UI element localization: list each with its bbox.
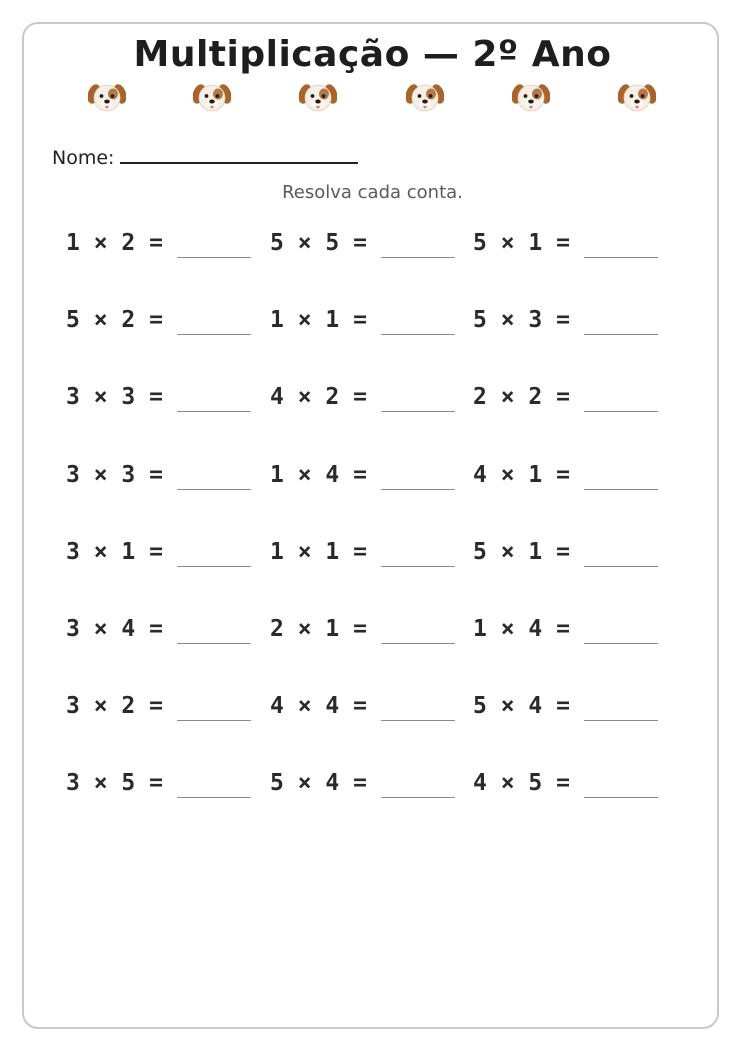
answer-blank[interactable] <box>177 334 251 335</box>
problem-expression: 3 × 3 = <box>66 384 163 410</box>
problem-expression: 4 × 4 = <box>270 693 367 719</box>
problem-item <box>473 614 673 654</box>
problem-expression: 5 × 4 = <box>270 770 367 796</box>
problem-expression: 3 × 5 = <box>66 770 163 796</box>
problem-expression: 1 × 4 = <box>270 462 367 488</box>
problem-expression: 2 × 1 = <box>270 616 367 642</box>
problem-item <box>270 537 470 577</box>
answer-blank[interactable] <box>381 257 455 258</box>
problem-item <box>66 537 266 577</box>
answer-blank[interactable] <box>381 797 455 798</box>
problem-expression: 4 × 1 = <box>473 462 570 488</box>
answer-blank[interactable] <box>381 566 455 567</box>
page-title: Multiplicação — 2º Ano <box>133 34 612 75</box>
problem-expression: 3 × 4 = <box>66 616 163 642</box>
answer-blank[interactable] <box>177 257 251 258</box>
answer-blank[interactable] <box>584 643 658 644</box>
answer-blank[interactable] <box>177 643 251 644</box>
problem-expression: 1 × 2 = <box>66 230 163 256</box>
problem-item <box>66 228 266 268</box>
problem-item <box>473 382 673 422</box>
answer-blank[interactable] <box>584 489 658 490</box>
problem-expression: 1 × 4 = <box>473 616 570 642</box>
problem-item <box>66 460 266 500</box>
answer-blank[interactable] <box>177 411 251 412</box>
problem-item <box>270 305 470 345</box>
problem-item <box>270 614 470 654</box>
answer-blank[interactable] <box>177 797 251 798</box>
problem-item <box>473 305 673 345</box>
problem-item <box>270 691 470 731</box>
answer-blank[interactable] <box>381 720 455 721</box>
problem-item <box>66 691 266 731</box>
problem-expression: 2 × 2 = <box>473 384 570 410</box>
problem-expression: 5 × 1 = <box>473 539 570 565</box>
problem-expression: 5 × 1 = <box>473 230 570 256</box>
name-label: Nome: <box>52 147 115 169</box>
answer-blank[interactable] <box>381 411 455 412</box>
answer-blank[interactable] <box>381 489 455 490</box>
answer-blank[interactable] <box>381 334 455 335</box>
problem-item <box>66 382 266 422</box>
answer-blank[interactable] <box>584 257 658 258</box>
problem-item <box>473 537 673 577</box>
problem-item <box>270 382 470 422</box>
answer-blank[interactable] <box>584 334 658 335</box>
problem-item <box>473 691 673 731</box>
problem-expression: 3 × 1 = <box>66 539 163 565</box>
answer-blank[interactable] <box>584 720 658 721</box>
problem-expression: 1 × 1 = <box>270 307 367 333</box>
problem-item <box>66 305 266 345</box>
problem-expression: 1 × 1 = <box>270 539 367 565</box>
problem-expression: 3 × 2 = <box>66 693 163 719</box>
problem-expression: 4 × 2 = <box>270 384 367 410</box>
answer-blank[interactable] <box>584 797 658 798</box>
answer-blank[interactable] <box>177 566 251 567</box>
problem-item <box>66 768 266 808</box>
problem-expression: 4 × 5 = <box>473 770 570 796</box>
answer-blank[interactable] <box>381 643 455 644</box>
answer-blank[interactable] <box>584 411 658 412</box>
answer-blank[interactable] <box>177 720 251 721</box>
problem-expression: 3 × 3 = <box>66 462 163 488</box>
problem-item <box>270 460 470 500</box>
answer-blank[interactable] <box>177 489 251 490</box>
problem-expression: 5 × 4 = <box>473 693 570 719</box>
problem-expression: 5 × 3 = <box>473 307 570 333</box>
answer-blank[interactable] <box>584 566 658 567</box>
problem-item <box>66 614 266 654</box>
problem-item <box>270 228 470 268</box>
problem-expression: 5 × 5 = <box>270 230 367 256</box>
problem-item <box>473 460 673 500</box>
instruction-text: Resolva cada conta. <box>282 182 463 203</box>
problem-item <box>270 768 470 808</box>
problem-item <box>473 768 673 808</box>
problem-expression: 5 × 2 = <box>66 307 163 333</box>
problem-item <box>473 228 673 268</box>
